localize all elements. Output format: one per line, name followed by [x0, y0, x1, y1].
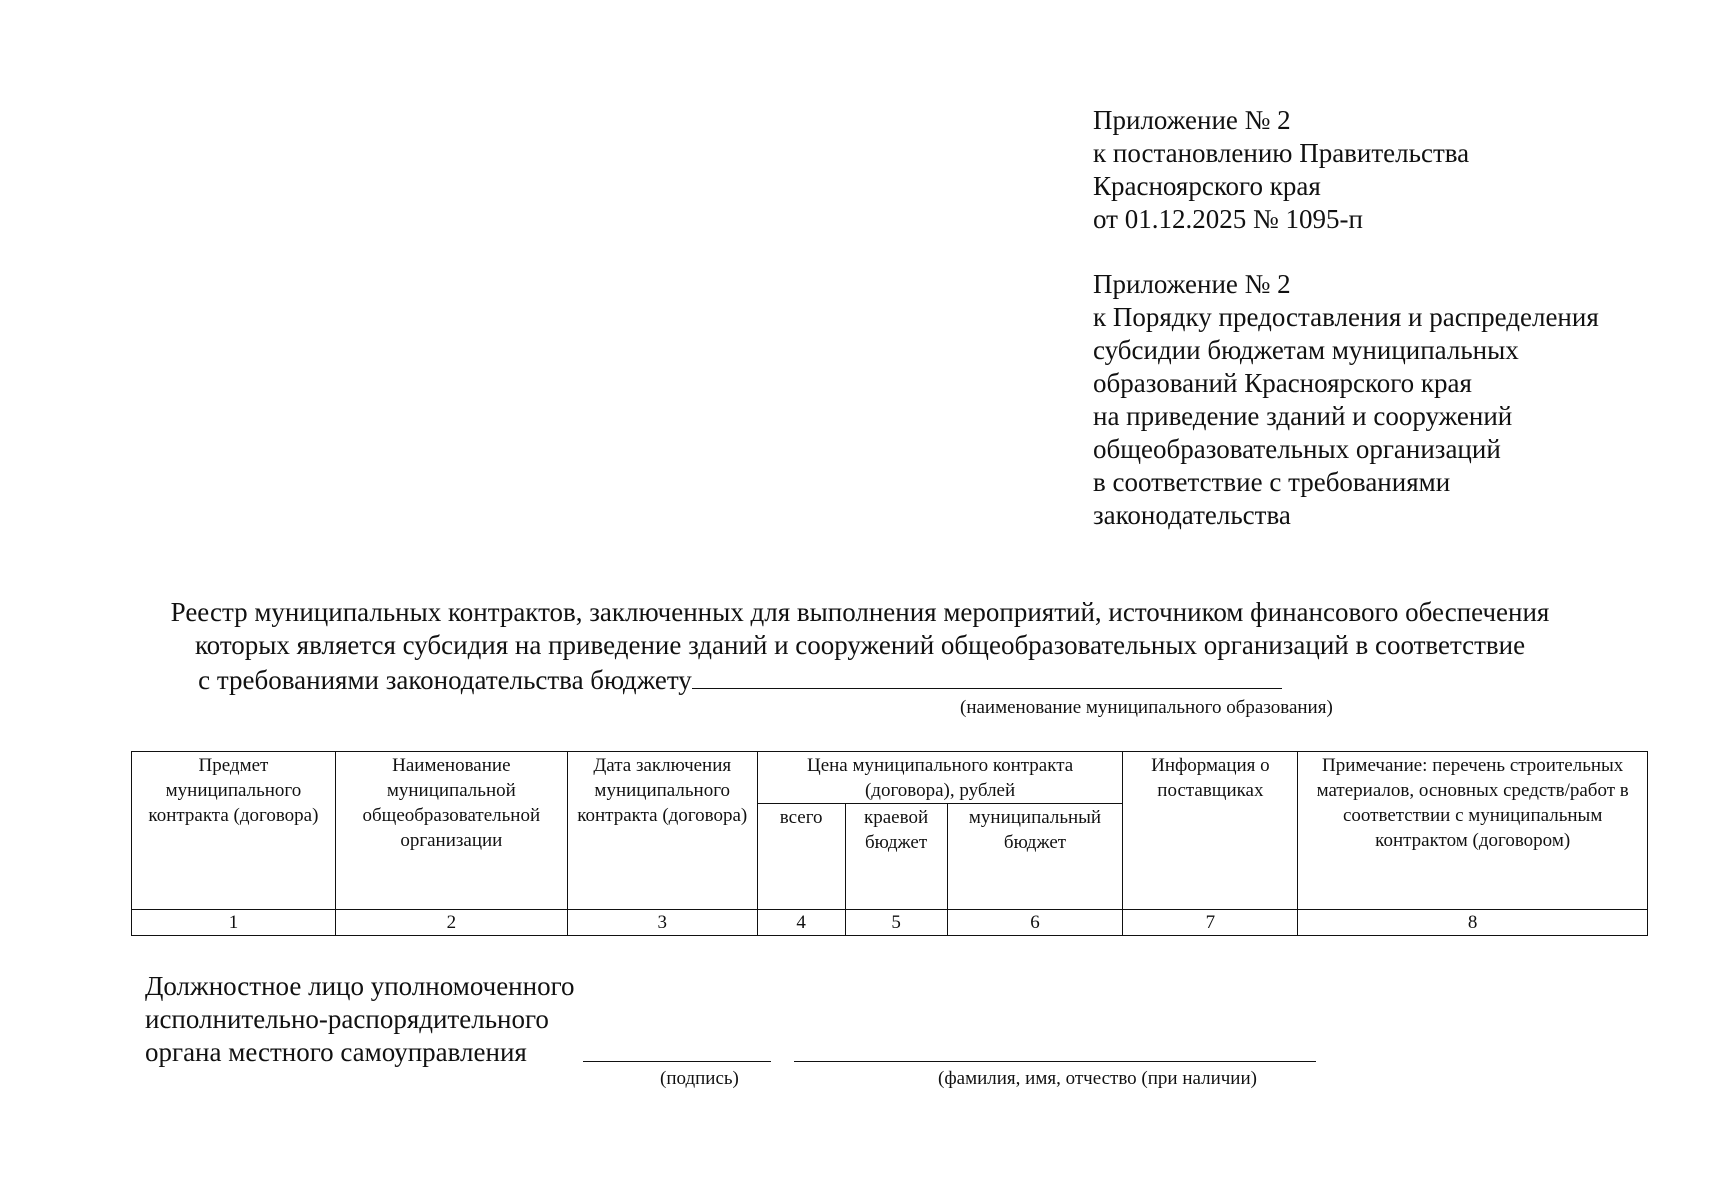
annex-to-procedure — [1093, 268, 1599, 532]
municipality-caption: (наименование муниципального образования) — [960, 697, 1333, 718]
header-suppliers: Информация о поставщиках — [1123, 752, 1298, 910]
annex-to-resolution — [1093, 104, 1469, 236]
signature-blank — [583, 1061, 771, 1062]
official-line: исполнительно-распорядительного — [145, 1004, 549, 1034]
annex-line: общеобразовательных организаций — [1093, 434, 1501, 464]
header-price-total: всего — [757, 804, 845, 910]
document-title — [60, 596, 1660, 697]
title-line: Реестр муниципальных контрактов, заключенных для выполнения мероприятий, источником финансового обеспечения — [170, 597, 1550, 627]
official-line: органа местного самоуправления — [145, 1037, 527, 1067]
annex-line: от 01.12.2025 № 1095-п — [1093, 204, 1363, 234]
header-note: Примечание: перечень строительных материалов, основных средств/работ в соответствии с муниципальным контрактом (договором) — [1298, 752, 1648, 910]
signature-caption: (подпись) — [660, 1068, 739, 1089]
annex-line: Красноярского края — [1093, 171, 1321, 201]
full-name-blank — [794, 1061, 1316, 1062]
annex-line: законодательства — [1093, 500, 1291, 530]
column-number: 7 — [1123, 910, 1298, 936]
header-organization: Наименование муниципальной общеобразовательной организации — [335, 752, 567, 910]
column-number: 3 — [567, 910, 757, 936]
municipality-blank — [692, 662, 1282, 689]
annex-line: на приведение зданий и сооружений — [1093, 401, 1513, 431]
header-date: Дата заключения муниципального контракта (договора) — [567, 752, 757, 910]
annex-line: Приложение № 2 — [1093, 269, 1291, 299]
header-subject: Предмет муниципального контракта (договора) — [132, 752, 336, 910]
header-price: Цена муниципального контракта (договора), рублей — [757, 752, 1123, 804]
column-number: 1 — [132, 910, 336, 936]
title-line: с требованиями законодательства бюджету — [198, 665, 692, 695]
contracts-registry-table — [131, 751, 1648, 936]
title-line: которых является субсидия на приведение зданий и сооружений общеобразовательных организаций в соответствие — [194, 630, 1526, 660]
annex-line: образований Красноярского края — [1093, 368, 1472, 398]
annex-line: в соответствие с требованиями — [1093, 467, 1451, 497]
official-line: Должностное лицо уполномоченного — [145, 971, 575, 1001]
annex-line: субсидии бюджетам муниципальных — [1093, 335, 1519, 365]
column-number: 6 — [947, 910, 1123, 936]
column-number: 2 — [335, 910, 567, 936]
annex-line: к Порядку предоставления и распределения — [1093, 302, 1599, 332]
annex-line: Приложение № 2 — [1093, 105, 1291, 135]
title-line-with-blank — [60, 662, 1660, 697]
column-number: 8 — [1298, 910, 1648, 936]
header-price-regional: краевой бюджет — [845, 804, 947, 910]
column-number: 4 — [757, 910, 845, 936]
official-signature-block — [145, 970, 574, 1069]
header-price-municipal: муниципальный бюджет — [947, 804, 1123, 910]
column-number: 5 — [845, 910, 947, 936]
annex-line: к постановлению Правительства — [1093, 138, 1470, 168]
full-name-caption: (фамилия, имя, отчество (при наличии) — [938, 1068, 1257, 1089]
